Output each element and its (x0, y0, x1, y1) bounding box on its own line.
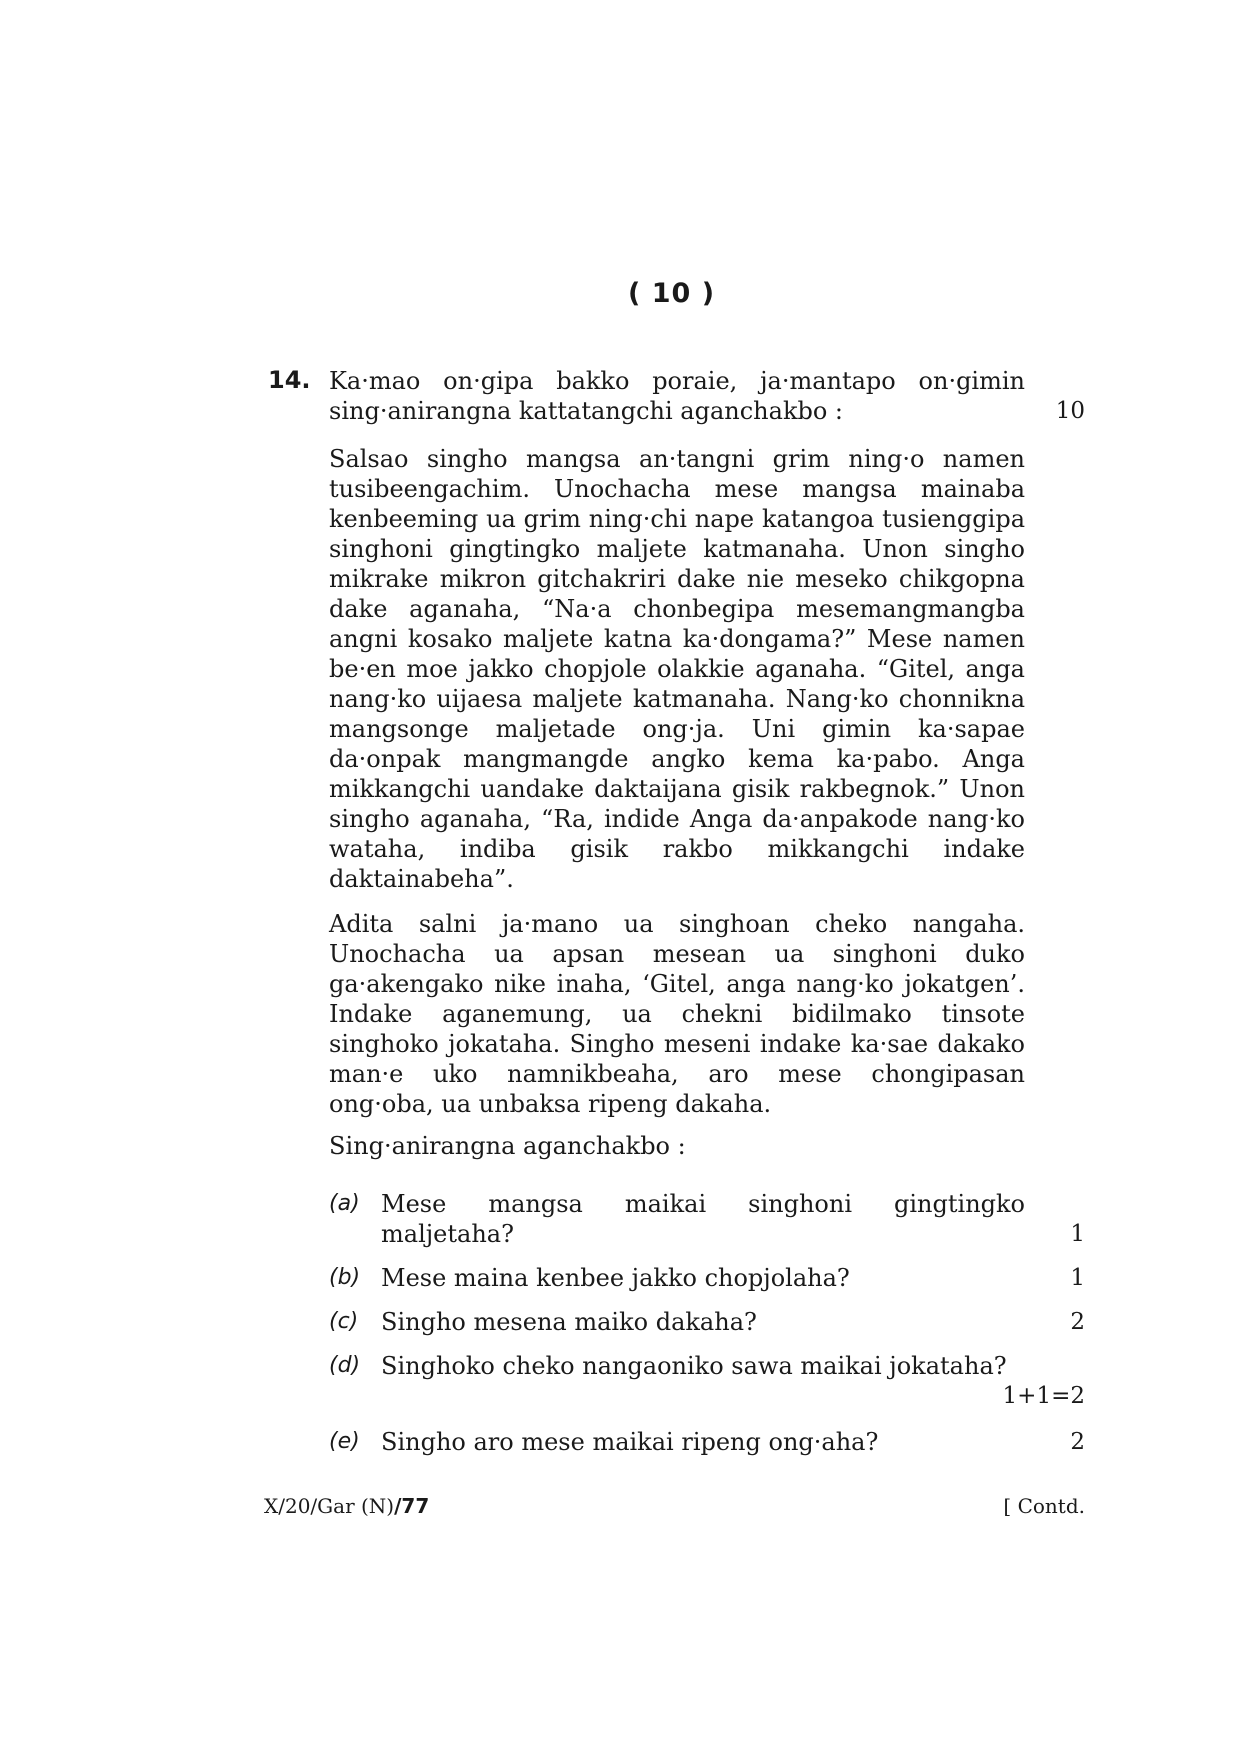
sub-question-text: Mese mangsa maikai singhoni gingtingko (381, 1190, 1025, 1218)
sub-question-d (329, 1351, 1085, 1411)
sub-question-marks: 2 (1070, 1309, 1085, 1335)
sub-question-label: (a) (329, 1191, 360, 1216)
sub-question-text-cont: maljetaha? (381, 1220, 514, 1248)
sub-question-marks: 1 (1070, 1265, 1085, 1291)
question-prompt-line2: sing·anirangna kattatangchi aganchakbo : (329, 397, 844, 425)
paper-code (264, 1494, 429, 1518)
sub-question-text: Singho aro mese maikai ripeng ong·aha? (381, 1428, 879, 1456)
paper-code-prefix: X/20/Gar (N) (264, 1494, 395, 1518)
page-number: ( 10 ) (628, 278, 716, 309)
sub-question-text: Singho mesena maiko dakaha? (381, 1308, 757, 1336)
question-marks: 10 (1055, 398, 1085, 424)
paper-code-suffix: /77 (394, 1494, 430, 1518)
sub-question-marks: 1+1=2 (1002, 1383, 1085, 1409)
question-prompt (329, 366, 1025, 426)
sub-question-marks: 2 (1070, 1429, 1085, 1455)
sub-question-e (329, 1427, 1085, 1457)
sub-question-a (329, 1189, 1085, 1249)
continued-label: [ Contd. (1003, 1494, 1085, 1518)
sub-question-c (329, 1307, 1085, 1337)
question-number: 14. (268, 366, 311, 394)
passage-paragraph-2: Adita salni ja·mano ua singhoan cheko nangaha. Unochacha ua apsan mesean ua singhoni duko ga·akengako nike inaha, ‘Gitel, anga nang·ko jokatgen’. Indake aganemung, ua chekni bidilmako tinsote singhoko jokataha. Singho meseni indake ka·sae dakako man·e uko namnikbeaha, aro mese chongipasan ong·oba, ua unbaksa ripeng dakaha. (329, 910, 1025, 1118)
sub-question-text: Singhoko cheko nangaoniko sawa maikai jokataha? (381, 1352, 1007, 1380)
sub-question-label: (d) (329, 1353, 361, 1378)
passage-paragraph-1: Salsao singho mangsa an·tangni grim ning·o namen tusibeengachim. Unochacha mese mangsa mainaba kenbeeming ua grim ning·chi nape katangoa tusienggipa singhoni gingtingko maljete katmanaha. Unon singho mikrake mikron gitchakriri dake nie meseko chikgopna dake aganaha, “Na·a chonbegipa mesemangmangba angni kosako maljete katna ka·dongama?” Mese namen be·en moe jakko chopjole olakkie aganaha. “Gitel, anga nang·ko uijaesa maljete katmanaha. Nang·ko chonnikna mangsonge maljetade ong·ja. Uni gimin ka·sapae da·onpak mangmangde angko kema ka·pabo. Anga mikkangchi uandake daktaijana gisik rakbegnok.” Unon singho aganaha, “Ra, indide Anga da·anpakode nang·ko wataha, indiba gisik rakbo mikkangchi indake daktainabeha”. (329, 445, 1025, 893)
sub-prompt: Sing·anirangna aganchakbo : (329, 1132, 686, 1160)
sub-question-b (329, 1263, 1085, 1293)
sub-question-label: (c) (329, 1309, 359, 1334)
sub-question-label: (e) (329, 1429, 360, 1454)
question-prompt-line1: Ka·mao on·gipa bakko poraie, ja·mantapo on·gimin (329, 367, 1025, 395)
sub-question-marks: 1 (1070, 1221, 1085, 1247)
sub-question-label: (b) (329, 1265, 361, 1290)
sub-question-text: Mese maina kenbee jakko chopjolaha? (381, 1264, 850, 1292)
